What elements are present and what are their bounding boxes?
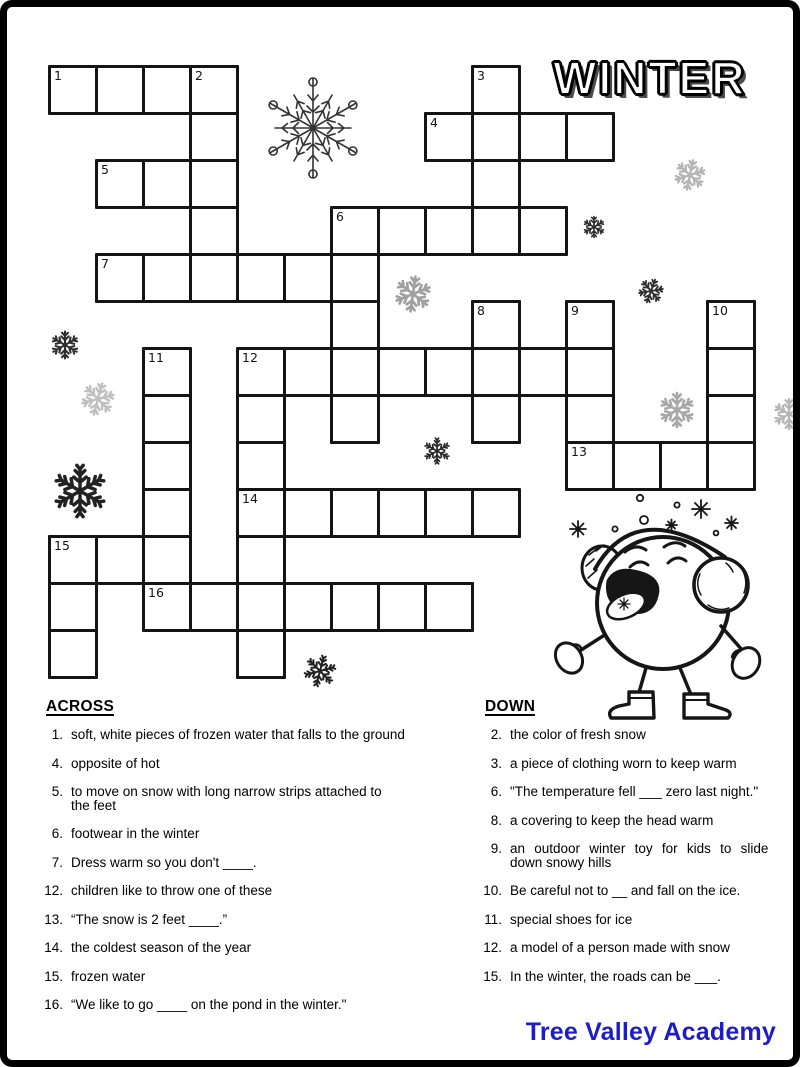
crossword-cell xyxy=(236,253,286,303)
crossword-cell xyxy=(706,441,756,491)
crossword-cell xyxy=(471,394,521,444)
cell-number: 4 xyxy=(430,115,438,130)
clue-number: 13. xyxy=(44,911,63,927)
clue-text: Be careful not to __ and fall on the ice. xyxy=(510,883,741,898)
across-clues-section xyxy=(41,699,451,1027)
clue-text: children like to throw one of these xyxy=(71,883,273,898)
crossword-cell xyxy=(283,488,333,538)
crossword-cell xyxy=(565,347,615,397)
clue-number: 15. xyxy=(44,968,63,984)
crossword-cell xyxy=(189,112,239,162)
crossword-cell xyxy=(236,582,286,632)
clue-text: “The snow is 2 feet ____.” xyxy=(71,911,228,927)
crossword-cell xyxy=(330,582,380,632)
clue-text: "The temperature fell ___ zero last night." xyxy=(510,784,759,799)
cell-number: 13 xyxy=(571,444,587,459)
clue-number: 6. xyxy=(51,826,63,841)
cell-number: 15 xyxy=(54,538,70,553)
crossword-cell xyxy=(706,347,756,397)
cell-number: 8 xyxy=(477,303,485,318)
cell-number: 16 xyxy=(148,585,164,600)
clue-row xyxy=(41,998,451,1012)
crossword-cell xyxy=(95,535,145,585)
clue-number: 6. xyxy=(490,784,502,799)
crossword-cell xyxy=(424,582,474,632)
cell-number: 5 xyxy=(101,162,109,177)
cell-number: 3 xyxy=(477,68,485,83)
clue-number: 3. xyxy=(490,755,502,771)
clue-number: 7. xyxy=(51,854,63,870)
worksheet-title: WINTER xyxy=(553,52,747,104)
clue-number: 5. xyxy=(51,784,63,799)
clue-number: 12. xyxy=(44,883,63,898)
clue-row xyxy=(480,814,790,828)
clue-text: a piece of clothing worn to keep warm xyxy=(510,755,737,771)
clue-row xyxy=(480,757,790,771)
down-header: DOWN xyxy=(485,698,536,715)
crossword-cell xyxy=(424,347,474,397)
cell-number: 6 xyxy=(336,209,344,224)
cell-number: 14 xyxy=(242,491,258,506)
crossword-cell xyxy=(565,112,615,162)
crossword-cell xyxy=(189,582,239,632)
clue-number: 9. xyxy=(490,841,502,856)
crossword-cell xyxy=(330,300,380,350)
crossword-cell xyxy=(283,582,333,632)
clue-number: 12. xyxy=(483,940,502,955)
clue-row xyxy=(41,913,451,927)
crossword-cell xyxy=(471,159,521,209)
crossword-cell xyxy=(330,206,380,256)
clue-row xyxy=(480,842,790,869)
crossword-cell xyxy=(706,300,756,350)
clue-number: 2. xyxy=(490,727,502,742)
clue-row xyxy=(480,785,790,799)
across-clue-list xyxy=(41,728,451,1012)
crossword-cell xyxy=(189,65,239,115)
clue-text: to move on snow with long narrow strips attached to the feet xyxy=(71,784,382,813)
crossword-cell xyxy=(142,535,192,585)
clue-text: an outdoor winter toy for kids to slide down snowy hills xyxy=(510,841,769,870)
crossword-cell xyxy=(471,65,521,115)
down-clues-section xyxy=(480,699,790,998)
crossword-cell xyxy=(424,112,474,162)
crossword-cell xyxy=(142,488,192,538)
crossword-cell xyxy=(330,253,380,303)
crossword-cell xyxy=(142,441,192,491)
clue-row xyxy=(480,970,790,984)
crossword-cell xyxy=(330,347,380,397)
clue-row xyxy=(41,827,451,841)
crossword-cell xyxy=(142,394,192,444)
crossword-cell xyxy=(236,347,286,397)
crossword-cell xyxy=(612,441,662,491)
crossword-cell xyxy=(518,206,568,256)
clue-text: frozen water xyxy=(71,968,146,984)
crossword-cell xyxy=(142,65,192,115)
crossword-cell xyxy=(565,441,615,491)
crossword-cell xyxy=(236,394,286,444)
down-clue-list xyxy=(480,728,790,983)
cell-number: 12 xyxy=(242,350,258,365)
crossword-cell xyxy=(48,582,98,632)
crossword-cell xyxy=(236,488,286,538)
crossword-cell xyxy=(283,253,333,303)
clue-text: a covering to keep the head warm xyxy=(510,812,714,828)
clue-row xyxy=(480,728,790,742)
crossword-cell xyxy=(659,441,709,491)
crossword-cell xyxy=(236,629,286,679)
crossword-cell xyxy=(95,65,145,115)
crossword-cell xyxy=(377,488,427,538)
clue-number: 1. xyxy=(51,727,63,742)
clue-row xyxy=(41,757,451,771)
crossword-cell xyxy=(471,488,521,538)
crossword-cell xyxy=(48,65,98,115)
crossword-cell xyxy=(424,206,474,256)
clue-row xyxy=(41,970,451,984)
clue-text: opposite of hot xyxy=(71,755,160,771)
crossword-cell xyxy=(189,159,239,209)
crossword-cell xyxy=(565,300,615,350)
clue-text: the coldest season of the year xyxy=(71,940,252,955)
crossword-cell xyxy=(471,112,521,162)
clue-row xyxy=(480,884,790,898)
crossword-cell xyxy=(236,535,286,585)
crossword-cell xyxy=(95,253,145,303)
clue-text: the color of fresh snow xyxy=(510,727,646,742)
clue-text: footwear in the winter xyxy=(71,826,200,841)
crossword-cell xyxy=(424,488,474,538)
cell-number: 9 xyxy=(571,303,579,318)
crossword-cell xyxy=(283,347,333,397)
clue-number: 11. xyxy=(484,911,502,927)
brand-footer: Tree Valley Academy xyxy=(525,1018,776,1046)
clue-number: 16. xyxy=(44,997,63,1012)
crossword-cell xyxy=(189,253,239,303)
clue-text: Dress warm so you don't ____. xyxy=(71,854,257,870)
clue-row xyxy=(41,728,451,742)
clue-row xyxy=(41,941,451,955)
crossword-cell xyxy=(142,253,192,303)
clue-row xyxy=(41,884,451,898)
crossword-cell xyxy=(142,347,192,397)
clue-number: 15. xyxy=(483,968,502,984)
crossword-cell xyxy=(142,582,192,632)
clue-text: In the winter, the roads can be ___. xyxy=(510,968,721,984)
across-header: ACROSS xyxy=(46,698,115,715)
crossword-cell xyxy=(565,394,615,444)
crossword-cell xyxy=(330,394,380,444)
cell-number: 7 xyxy=(101,256,109,271)
crossword-cell xyxy=(471,347,521,397)
cell-number: 11 xyxy=(148,350,164,365)
crossword-cell xyxy=(377,206,427,256)
crossword-cell xyxy=(377,347,427,397)
clue-row xyxy=(480,913,790,927)
clue-number: 4. xyxy=(51,755,63,771)
clue-text: special shoes for ice xyxy=(510,911,633,927)
crossword-cell xyxy=(236,441,286,491)
cell-number: 2 xyxy=(195,68,203,83)
worksheet-content xyxy=(7,7,793,1060)
crossword-cell xyxy=(471,206,521,256)
crossword-cell xyxy=(377,582,427,632)
crossword-cell xyxy=(518,112,568,162)
clue-text: a model of a person made with snow xyxy=(510,940,730,955)
clue-number: 10. xyxy=(483,883,502,898)
clue-number: 8. xyxy=(490,812,502,828)
cell-number: 1 xyxy=(54,68,62,83)
crossword-cell xyxy=(142,159,192,209)
crossword-cell xyxy=(95,159,145,209)
cell-number: 10 xyxy=(712,303,728,318)
crossword-cell xyxy=(48,535,98,585)
clue-row xyxy=(41,856,451,870)
clue-row xyxy=(480,941,790,955)
crossword-cell xyxy=(189,206,239,256)
clue-row xyxy=(41,785,451,812)
crossword-cell xyxy=(518,347,568,397)
crossword-cell xyxy=(48,629,98,679)
clue-text: soft, white pieces of frozen water that falls to the ground xyxy=(71,727,405,742)
clue-number: 14. xyxy=(44,940,63,955)
crossword-cell xyxy=(330,488,380,538)
crossword-cell xyxy=(706,394,756,444)
clue-text: “We like to go ____ on the pond in the winter." xyxy=(71,997,347,1012)
crossword-cell xyxy=(471,300,521,350)
